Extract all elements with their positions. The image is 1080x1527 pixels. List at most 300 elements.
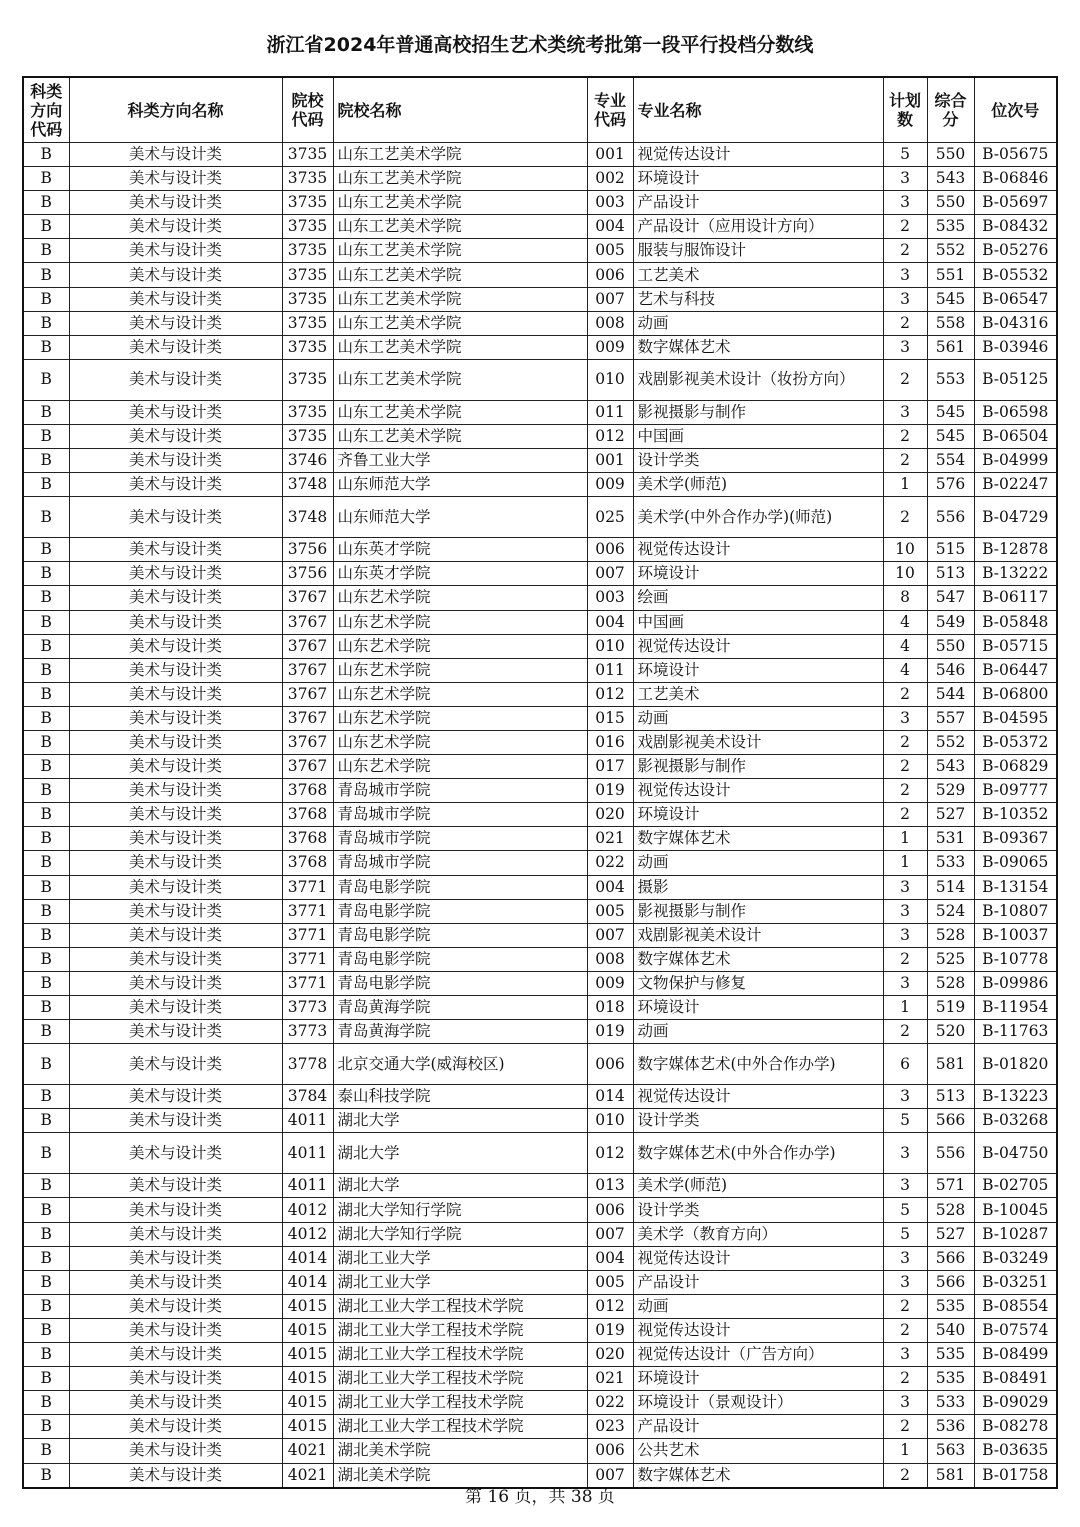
cell-rank: B-08432 (974, 215, 1057, 239)
cell-school-code: 3767 (282, 755, 333, 779)
cell-school-code: 4014 (282, 1270, 333, 1294)
cell-category-name: 美术与设计类 (69, 899, 282, 923)
cell-school-code: 3771 (282, 899, 333, 923)
cell-plan-count: 3 (883, 923, 927, 947)
cell-rank: B-04595 (974, 706, 1057, 730)
cell-score: 558 (927, 311, 974, 335)
cell-major-code: 018 (587, 996, 633, 1020)
table-row (23, 996, 1057, 1020)
cell-plan-count: 3 (883, 400, 927, 424)
cell-major-name: 数字媒体艺术 (633, 947, 883, 971)
cell-rank: B-03268 (974, 1109, 1057, 1133)
cell-score: 556 (927, 1133, 974, 1174)
cell-category-code: B (23, 263, 69, 287)
cell-category-code: B (23, 449, 69, 473)
cell-school-name: 青岛城市学院 (333, 803, 587, 827)
cell-rank: B-13154 (974, 875, 1057, 899)
cell-major-name: 视觉传达设计 (633, 1085, 883, 1109)
cell-school-name: 湖北工业大学工程技术学院 (333, 1367, 587, 1391)
cell-school-name: 山东师范大学 (333, 473, 587, 497)
cell-major-name: 数字媒体艺术 (633, 827, 883, 851)
cell-score: 535 (927, 1343, 974, 1367)
cell-score: 543 (927, 755, 974, 779)
cell-major-code: 005 (587, 239, 633, 263)
cell-school-name: 北京交通大学(威海校区) (333, 1044, 587, 1085)
cell-major-name: 环境设计 (633, 996, 883, 1020)
cell-major-name: 影视摄影与制作 (633, 400, 883, 424)
cell-plan-count: 4 (883, 610, 927, 634)
cell-major-code: 010 (587, 359, 633, 400)
cell-category-code: B (23, 1415, 69, 1439)
cell-rank: B-06800 (974, 682, 1057, 706)
cell-school-name: 青岛电影学院 (333, 875, 587, 899)
cell-major-code: 011 (587, 400, 633, 424)
cell-rank: B-03635 (974, 1439, 1057, 1463)
table-row (23, 971, 1057, 995)
cell-major-code: 022 (587, 1391, 633, 1415)
cell-score: 566 (927, 1109, 974, 1133)
table-row (23, 1133, 1057, 1174)
cell-score: 513 (927, 562, 974, 586)
cell-category-code: B (23, 1174, 69, 1198)
cell-major-code: 019 (587, 779, 633, 803)
cell-score: 527 (927, 803, 974, 827)
cell-plan-count: 2 (883, 1294, 927, 1318)
cell-school-name: 山东工艺美术学院 (333, 263, 587, 287)
cell-school-code: 3767 (282, 586, 333, 610)
cell-school-code: 3756 (282, 538, 333, 562)
cell-school-code: 4012 (282, 1198, 333, 1222)
cell-major-name: 数字媒体艺术(中外合作办学) (633, 1044, 883, 1085)
cell-plan-count: 3 (883, 1133, 927, 1174)
cell-score: 528 (927, 923, 974, 947)
cell-school-name: 山东英才学院 (333, 538, 587, 562)
table-row (23, 1044, 1057, 1085)
cell-major-name: 视觉传达设计 (633, 143, 883, 167)
cell-rank: B-13222 (974, 562, 1057, 586)
cell-school-code: 4011 (282, 1133, 333, 1174)
cell-major-code: 021 (587, 1367, 633, 1391)
cell-category-name: 美术与设计类 (69, 755, 282, 779)
cell-category-name: 美术与设计类 (69, 1343, 282, 1367)
table-row (23, 875, 1057, 899)
table-row (23, 1270, 1057, 1294)
cell-school-name: 山东工艺美术学院 (333, 143, 587, 167)
cell-major-name: 戏剧影视美术设计（妆扮方向） (633, 359, 883, 400)
cell-school-code: 3767 (282, 634, 333, 658)
cell-category-name: 美术与设计类 (69, 1109, 282, 1133)
cell-plan-count: 5 (883, 1222, 927, 1246)
cell-major-name: 环境设计 (633, 167, 883, 191)
cell-major-code: 003 (587, 586, 633, 610)
cell-school-code: 3767 (282, 730, 333, 754)
cell-rank: B-06829 (974, 755, 1057, 779)
cell-category-code: B (23, 359, 69, 400)
cell-school-code: 3735 (282, 400, 333, 424)
cell-score: 561 (927, 335, 974, 359)
cell-category-code: B (23, 755, 69, 779)
cell-plan-count: 2 (883, 424, 927, 448)
cell-category-name: 美术与设计类 (69, 971, 282, 995)
cell-school-code: 3784 (282, 1085, 333, 1109)
cell-school-code: 4021 (282, 1463, 333, 1488)
cell-major-name: 视觉传达设计 (633, 779, 883, 803)
cell-major-name: 文物保护与修复 (633, 971, 883, 995)
cell-score: 566 (927, 1246, 974, 1270)
cell-category-code: B (23, 1198, 69, 1222)
cell-category-code: B (23, 538, 69, 562)
cell-major-name: 设计学类 (633, 1109, 883, 1133)
table-row (23, 143, 1057, 167)
cell-category-name: 美术与设计类 (69, 634, 282, 658)
cell-plan-count: 5 (883, 1109, 927, 1133)
cell-plan-count: 2 (883, 779, 927, 803)
cell-rank: B-10778 (974, 947, 1057, 971)
cell-plan-count: 2 (883, 803, 927, 827)
cell-school-code: 3773 (282, 1020, 333, 1044)
cell-category-name: 美术与设计类 (69, 1294, 282, 1318)
cell-category-name: 美术与设计类 (69, 239, 282, 263)
cell-school-code: 3735 (282, 335, 333, 359)
table-row (23, 658, 1057, 682)
cell-category-code: B (23, 682, 69, 706)
cell-school-name: 山东艺术学院 (333, 610, 587, 634)
cell-major-name: 中国画 (633, 424, 883, 448)
cell-score: 513 (927, 1085, 974, 1109)
cell-major-code: 006 (587, 263, 633, 287)
cell-rank: B-02705 (974, 1174, 1057, 1198)
cell-category-code: B (23, 473, 69, 497)
cell-category-code: B (23, 1085, 69, 1109)
cell-category-code: B (23, 779, 69, 803)
cell-category-code: B (23, 1044, 69, 1085)
table-row (23, 1222, 1057, 1246)
cell-major-name: 工艺美术 (633, 682, 883, 706)
cell-major-name: 动画 (633, 851, 883, 875)
cell-major-name: 戏剧影视美术设计 (633, 730, 883, 754)
table-row (23, 1294, 1057, 1318)
cell-score: 540 (927, 1318, 974, 1342)
cell-plan-count: 8 (883, 586, 927, 610)
table-row (23, 400, 1057, 424)
cell-rank: B-09367 (974, 827, 1057, 851)
cell-major-name: 数字媒体艺术 (633, 335, 883, 359)
cell-plan-count: 3 (883, 1174, 927, 1198)
cell-major-code: 015 (587, 706, 633, 730)
cell-rank: B-05715 (974, 634, 1057, 658)
cell-school-name: 湖北工业大学工程技术学院 (333, 1318, 587, 1342)
cell-major-code: 011 (587, 658, 633, 682)
cell-score: 552 (927, 239, 974, 263)
cell-category-name: 美术与设计类 (69, 803, 282, 827)
cell-category-code: B (23, 1270, 69, 1294)
cell-major-name: 绘画 (633, 586, 883, 610)
cell-major-name: 中国画 (633, 610, 883, 634)
cell-school-name: 泰山科技学院 (333, 1085, 587, 1109)
cell-category-name: 美术与设计类 (69, 538, 282, 562)
cell-category-code: B (23, 497, 69, 538)
table-row (23, 1367, 1057, 1391)
cell-plan-count: 3 (883, 1270, 927, 1294)
cell-school-name: 山东英才学院 (333, 562, 587, 586)
cell-category-code: B (23, 335, 69, 359)
table-row (23, 923, 1057, 947)
cell-score: 533 (927, 1391, 974, 1415)
cell-school-name: 山东艺术学院 (333, 730, 587, 754)
cell-plan-count: 3 (883, 875, 927, 899)
cell-plan-count: 4 (883, 658, 927, 682)
cell-school-name: 青岛城市学院 (333, 851, 587, 875)
cell-major-code: 007 (587, 1222, 633, 1246)
cell-plan-count: 2 (883, 1318, 927, 1342)
cell-category-code: B (23, 971, 69, 995)
cell-rank: B-04750 (974, 1133, 1057, 1174)
cell-score: 536 (927, 1415, 974, 1439)
cell-score: 535 (927, 1294, 974, 1318)
cell-school-name: 湖北大学 (333, 1174, 587, 1198)
table-row (23, 1198, 1057, 1222)
table-row (23, 610, 1057, 634)
cell-rank: B-09986 (974, 971, 1057, 995)
cell-rank: B-10807 (974, 899, 1057, 923)
cell-major-name: 美术学(师范) (633, 1174, 883, 1198)
cell-major-code: 012 (587, 1294, 633, 1318)
table-row (23, 287, 1057, 311)
cell-category-name: 美术与设计类 (69, 1439, 282, 1463)
table-row (23, 1020, 1057, 1044)
cell-school-code: 3756 (282, 562, 333, 586)
cell-category-code: B (23, 287, 69, 311)
cell-score: 514 (927, 875, 974, 899)
table-row (23, 1109, 1057, 1133)
table-row (23, 167, 1057, 191)
cell-category-code: B (23, 1318, 69, 1342)
cell-major-code: 004 (587, 610, 633, 634)
cell-school-code: 3778 (282, 1044, 333, 1085)
cell-major-name: 设计学类 (633, 1198, 883, 1222)
cell-major-code: 017 (587, 755, 633, 779)
cell-category-name: 美术与设计类 (69, 449, 282, 473)
cell-school-code: 4015 (282, 1318, 333, 1342)
cell-category-name: 美术与设计类 (69, 1318, 282, 1342)
cell-score: 545 (927, 400, 974, 424)
cell-score: 544 (927, 682, 974, 706)
cell-plan-count: 2 (883, 1463, 927, 1488)
cell-rank: B-09777 (974, 779, 1057, 803)
cell-category-name: 美术与设计类 (69, 779, 282, 803)
cell-major-code: 004 (587, 215, 633, 239)
cell-score: 552 (927, 730, 974, 754)
cell-major-code: 007 (587, 1463, 633, 1488)
cell-school-code: 3768 (282, 851, 333, 875)
cell-category-name: 美术与设计类 (69, 400, 282, 424)
cell-school-code: 4015 (282, 1343, 333, 1367)
cell-school-name: 山东工艺美术学院 (333, 191, 587, 215)
cell-major-code: 006 (587, 1439, 633, 1463)
cell-major-code: 009 (587, 971, 633, 995)
cell-rank: B-09065 (974, 851, 1057, 875)
cell-school-name: 青岛城市学院 (333, 779, 587, 803)
cell-category-code: B (23, 586, 69, 610)
table-row (23, 191, 1057, 215)
table-row (23, 1085, 1057, 1109)
cell-score: 550 (927, 191, 974, 215)
cell-major-code: 013 (587, 1174, 633, 1198)
cell-major-code: 002 (587, 167, 633, 191)
table-row (23, 1246, 1057, 1270)
cell-major-name: 工艺美术 (633, 263, 883, 287)
cell-school-name: 山东工艺美术学院 (333, 400, 587, 424)
cell-school-code: 4011 (282, 1174, 333, 1198)
cell-score: 551 (927, 263, 974, 287)
cell-category-code: B (23, 803, 69, 827)
cell-school-code: 3735 (282, 424, 333, 448)
cell-school-name: 青岛黄海学院 (333, 1020, 587, 1044)
cell-rank: B-04316 (974, 311, 1057, 335)
cell-school-code: 3771 (282, 923, 333, 947)
cell-category-code: B (23, 1439, 69, 1463)
cell-plan-count: 10 (883, 562, 927, 586)
table-row (23, 215, 1057, 239)
cell-rank: B-04999 (974, 449, 1057, 473)
cell-category-name: 美术与设计类 (69, 875, 282, 899)
cell-major-name: 环境设计（景观设计） (633, 1391, 883, 1415)
table-row (23, 827, 1057, 851)
cell-plan-count: 3 (883, 1246, 927, 1270)
cell-major-name: 美术学(中外合作办学)(师范) (633, 497, 883, 538)
cell-major-name: 视觉传达设计 (633, 538, 883, 562)
cell-major-name: 戏剧影视美术设计 (633, 923, 883, 947)
cell-major-name: 环境设计 (633, 1367, 883, 1391)
cell-category-name: 美术与设计类 (69, 1391, 282, 1415)
cell-category-name: 美术与设计类 (69, 424, 282, 448)
cell-category-name: 美术与设计类 (69, 311, 282, 335)
cell-rank: B-06598 (974, 400, 1057, 424)
table-row (23, 730, 1057, 754)
cell-score: 527 (927, 1222, 974, 1246)
header-rank: 位次号 (974, 77, 1057, 143)
cell-school-name: 湖北工业大学 (333, 1246, 587, 1270)
cell-category-code: B (23, 875, 69, 899)
cell-category-code: B (23, 610, 69, 634)
table-row (23, 239, 1057, 263)
cell-category-name: 美术与设计类 (69, 359, 282, 400)
header-major-name: 专业名称 (633, 77, 883, 143)
cell-school-code: 3735 (282, 143, 333, 167)
cell-category-name: 美术与设计类 (69, 1085, 282, 1109)
cell-rank: B-06447 (974, 658, 1057, 682)
cell-plan-count: 3 (883, 1085, 927, 1109)
cell-rank: B-10287 (974, 1222, 1057, 1246)
cell-school-code: 4012 (282, 1222, 333, 1246)
cell-school-name: 湖北美术学院 (333, 1439, 587, 1463)
cell-major-code: 006 (587, 1198, 633, 1222)
cell-score: 528 (927, 1198, 974, 1222)
cell-school-code: 3771 (282, 971, 333, 995)
cell-major-code: 007 (587, 287, 633, 311)
cell-school-name: 青岛电影学院 (333, 971, 587, 995)
header-school-name: 院校名称 (333, 77, 587, 143)
cell-major-code: 006 (587, 538, 633, 562)
cell-plan-count: 1 (883, 827, 927, 851)
cell-plan-count: 1 (883, 996, 927, 1020)
cell-plan-count: 2 (883, 947, 927, 971)
cell-category-code: B (23, 1109, 69, 1133)
cell-category-name: 美术与设计类 (69, 827, 282, 851)
cell-school-code: 3773 (282, 996, 333, 1020)
cell-category-name: 美术与设计类 (69, 473, 282, 497)
cell-plan-count: 6 (883, 1044, 927, 1085)
cell-rank: B-08278 (974, 1415, 1057, 1439)
cell-rank: B-12878 (974, 538, 1057, 562)
table-row (23, 473, 1057, 497)
cell-score: 515 (927, 538, 974, 562)
cell-plan-count: 2 (883, 311, 927, 335)
cell-rank: B-05276 (974, 239, 1057, 263)
cell-score: 566 (927, 1270, 974, 1294)
cell-major-code: 010 (587, 1109, 633, 1133)
cell-score: 547 (927, 586, 974, 610)
cell-major-code: 004 (587, 875, 633, 899)
cell-rank: B-05848 (974, 610, 1057, 634)
cell-school-code: 3735 (282, 359, 333, 400)
cell-plan-count: 2 (883, 682, 927, 706)
cell-category-code: B (23, 634, 69, 658)
cell-school-name: 山东工艺美术学院 (333, 424, 587, 448)
cell-plan-count: 2 (883, 1020, 927, 1044)
cell-score: 550 (927, 634, 974, 658)
cell-score: 543 (927, 167, 974, 191)
table-row (23, 1439, 1057, 1463)
cell-major-code: 021 (587, 827, 633, 851)
cell-major-name: 产品设计 (633, 191, 883, 215)
cell-category-code: B (23, 191, 69, 215)
cell-major-code: 003 (587, 191, 633, 215)
cell-rank: B-02247 (974, 473, 1057, 497)
cell-category-code: B (23, 923, 69, 947)
cell-major-name: 动画 (633, 706, 883, 730)
header-plan: 计划 数 (883, 77, 927, 143)
cell-plan-count: 2 (883, 359, 927, 400)
cell-rank: B-05532 (974, 263, 1057, 287)
cell-category-name: 美术与设计类 (69, 335, 282, 359)
cell-score: 524 (927, 899, 974, 923)
cell-score: 557 (927, 706, 974, 730)
cell-category-code: B (23, 400, 69, 424)
cell-school-code: 4015 (282, 1415, 333, 1439)
cell-plan-count: 3 (883, 706, 927, 730)
cell-plan-count: 1 (883, 473, 927, 497)
cell-category-name: 美术与设计类 (69, 682, 282, 706)
cell-school-name: 山东艺术学院 (333, 634, 587, 658)
cell-category-code: B (23, 424, 69, 448)
cell-category-code: B (23, 143, 69, 167)
table-row (23, 586, 1057, 610)
cell-category-code: B (23, 996, 69, 1020)
table-body (23, 143, 1057, 1488)
cell-rank: B-08499 (974, 1343, 1057, 1367)
cell-major-name: 影视摄影与制作 (633, 755, 883, 779)
cell-category-code: B (23, 1020, 69, 1044)
cell-major-name: 服装与服饰设计 (633, 239, 883, 263)
cell-school-code: 4015 (282, 1294, 333, 1318)
cell-school-code: 3768 (282, 827, 333, 851)
cell-school-code: 3748 (282, 473, 333, 497)
cell-major-code: 010 (587, 634, 633, 658)
cell-school-name: 青岛电影学院 (333, 947, 587, 971)
header-category-name: 科类方向名称 (69, 77, 282, 143)
cell-rank: B-09029 (974, 1391, 1057, 1415)
